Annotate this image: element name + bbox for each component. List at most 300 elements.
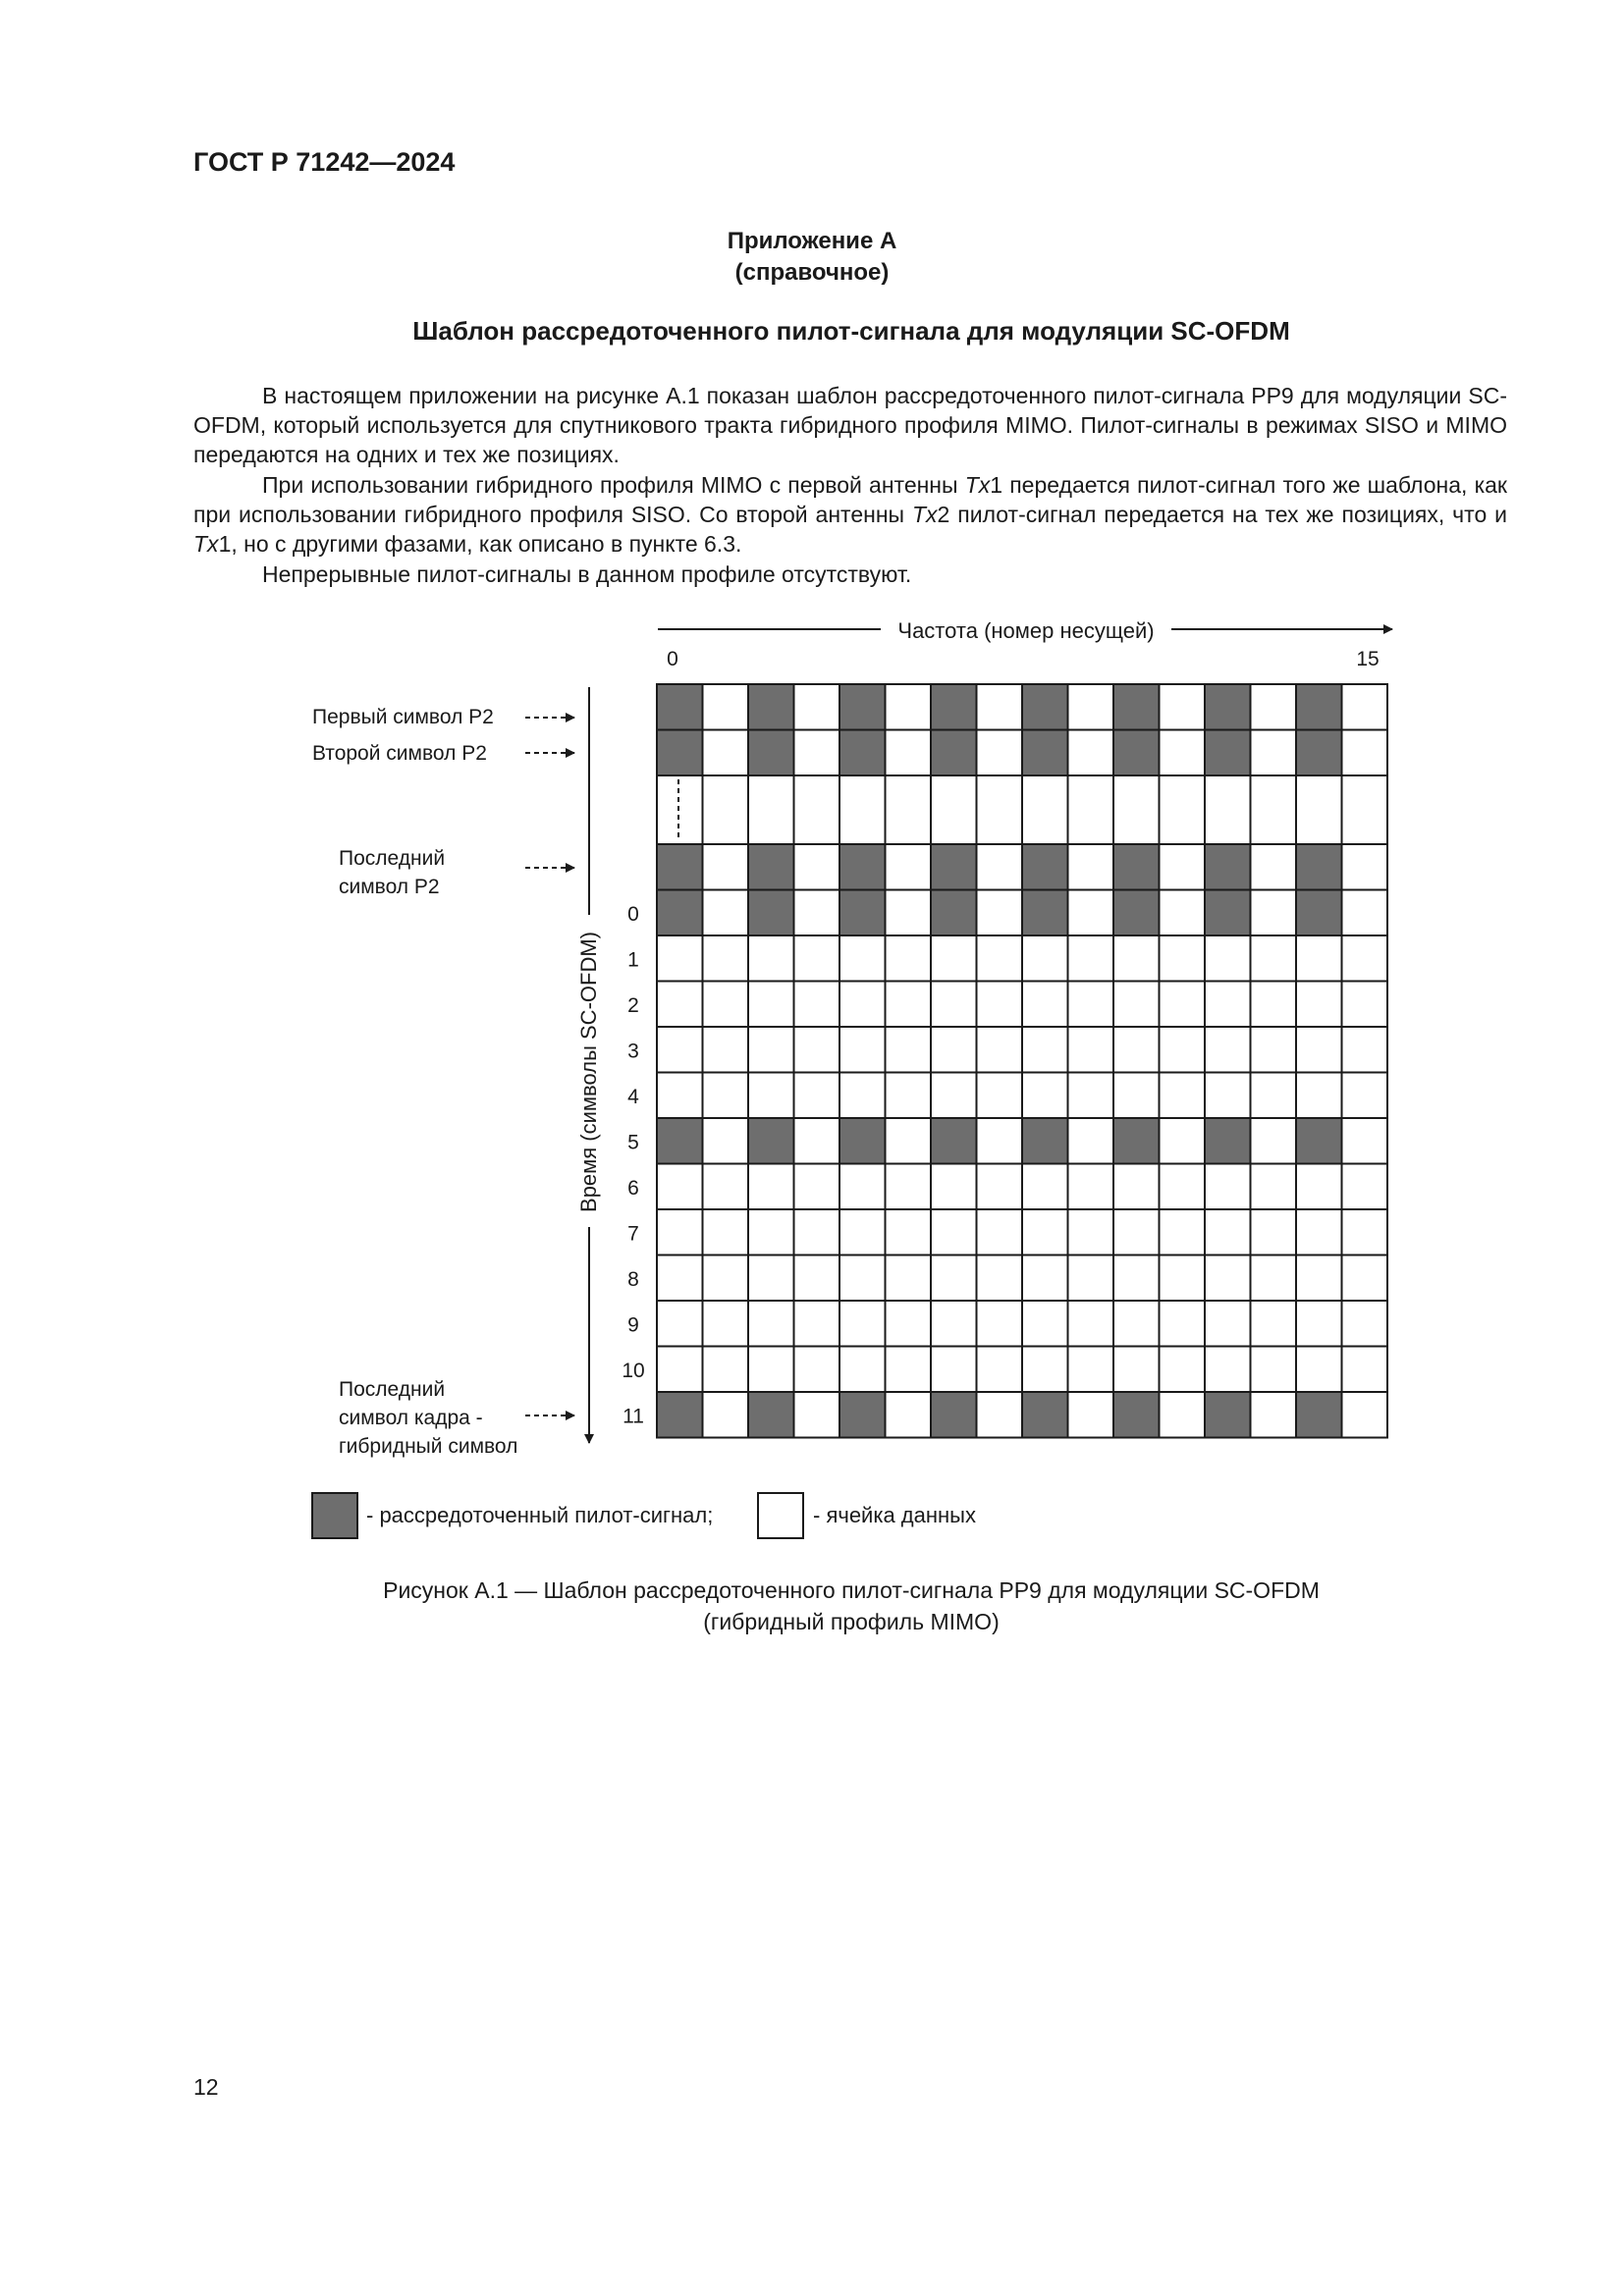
data-cell-symbol-9-c11 [1160, 1301, 1206, 1347]
freq-start-label: 0 [667, 648, 678, 670]
legend-data-swatch [758, 1493, 803, 1538]
row-number-9: 9 [627, 1313, 639, 1337]
data-cell-symbol-6-c15 [1342, 1164, 1388, 1210]
pilot-cell-symbol-5-c0 [657, 1118, 703, 1164]
label-last-frame-line3: гибридный символ [339, 1435, 518, 1458]
data-cell-symbol-0-c15 [1342, 890, 1388, 936]
data-cell-symbol-4-c12 [1205, 1073, 1251, 1119]
data-cell-symbol-5-c13 [1251, 1118, 1297, 1164]
data-cell-symbol-3-c12 [1205, 1027, 1251, 1073]
data-cell-p2-gap-c8 [1022, 775, 1068, 844]
data-cell-symbol-0-c11 [1160, 890, 1206, 936]
data-cell-symbol-3-c10 [1113, 1027, 1160, 1073]
data-cell-symbol-2-c9 [1068, 982, 1114, 1028]
data-cell-symbol-2-c4 [839, 982, 886, 1028]
legend-pilot-label: - рассредоточенный пилот-сигнал; [366, 1503, 714, 1527]
data-cell-symbol-0-c13 [1251, 890, 1297, 936]
data-cell-symbol-5-c11 [1160, 1118, 1206, 1164]
data-cell-symbol-4-c1 [703, 1073, 749, 1119]
pilot-cell-symbol-11-c12 [1205, 1392, 1251, 1438]
data-cell-symbol-9-c15 [1342, 1301, 1388, 1347]
data-cell-symbol-6-c8 [1022, 1164, 1068, 1210]
data-cell-symbol-7-c14 [1296, 1209, 1342, 1255]
data-cell-p2-first-c7 [977, 684, 1023, 730]
pilot-cell-p2-first-c14 [1296, 684, 1342, 730]
data-cell-symbol-1-c1 [703, 935, 749, 982]
data-cell-symbol-1-c4 [839, 935, 886, 982]
data-cell-symbol-2-c8 [1022, 982, 1068, 1028]
data-cell-symbol-1-c9 [1068, 935, 1114, 982]
data-cell-symbol-7-c4 [839, 1209, 886, 1255]
data-cell-symbol-4-c11 [1160, 1073, 1206, 1119]
data-cell-symbol-9-c13 [1251, 1301, 1297, 1347]
tx1-index: 1 [990, 472, 1003, 498]
paragraph-2-text-d: , но с другими фазами, как описано в пункте 6.3. [231, 531, 742, 557]
label-last-frame-line2: символ кадра - [339, 1407, 483, 1429]
data-cell-symbol-9-c0 [657, 1301, 703, 1347]
data-cell-symbol-6-c2 [748, 1164, 794, 1210]
data-cell-p2-gap-c14 [1296, 775, 1342, 844]
pilot-cell-symbol-0-c10 [1113, 890, 1160, 936]
tx2-index: 2 [937, 502, 950, 527]
data-cell-symbol-11-c5 [886, 1392, 932, 1438]
time-axis-label: Время (символы SC-OFDM) [576, 932, 601, 1212]
data-cell-symbol-5-c3 [794, 1118, 840, 1164]
data-cell-symbol-1-c6 [931, 935, 977, 982]
data-cell-p2-second-c7 [977, 730, 1023, 776]
freq-axis-label: Частота (номер несущей) [897, 618, 1155, 643]
data-cell-symbol-5-c9 [1068, 1118, 1114, 1164]
data-cell-symbol-6-c13 [1251, 1164, 1297, 1210]
legend-pilot-swatch [312, 1493, 357, 1538]
data-cell-symbol-1-c3 [794, 935, 840, 982]
data-cell-symbol-7-c2 [748, 1209, 794, 1255]
pilot-grid [657, 684, 1387, 1438]
pilot-cell-symbol-5-c8 [1022, 1118, 1068, 1164]
data-cell-p2-last-c1 [703, 844, 749, 890]
data-cell-p2-first-c15 [1342, 684, 1388, 730]
data-cell-symbol-7-c7 [977, 1209, 1023, 1255]
data-cell-symbol-9-c12 [1205, 1301, 1251, 1347]
data-cell-symbol-2-c12 [1205, 982, 1251, 1028]
data-cell-symbol-11-c7 [977, 1392, 1023, 1438]
tx1-symbol: Tx [964, 472, 991, 498]
data-cell-symbol-7-c12 [1205, 1209, 1251, 1255]
data-cell-p2-second-c15 [1342, 730, 1388, 776]
data-cell-symbol-9-c9 [1068, 1301, 1114, 1347]
data-cell-symbol-4-c6 [931, 1073, 977, 1119]
data-cell-symbol-6-c7 [977, 1164, 1023, 1210]
data-cell-symbol-4-c14 [1296, 1073, 1342, 1119]
pilot-cell-symbol-11-c10 [1113, 1392, 1160, 1438]
pilot-cell-symbol-0-c0 [657, 890, 703, 936]
data-cell-symbol-6-c5 [886, 1164, 932, 1210]
data-cell-symbol-7-c6 [931, 1209, 977, 1255]
pilot-cell-p2-first-c8 [1022, 684, 1068, 730]
data-cell-symbol-9-c4 [839, 1301, 886, 1347]
data-cell-symbol-10-c11 [1160, 1347, 1206, 1393]
data-cell-symbol-3-c2 [748, 1027, 794, 1073]
data-cell-symbol-6-c12 [1205, 1164, 1251, 1210]
data-cell-p2-gap-c11 [1160, 775, 1206, 844]
pilot-cell-p2-last-c12 [1205, 844, 1251, 890]
pilot-cell-p2-first-c2 [748, 684, 794, 730]
data-cell-symbol-9-c14 [1296, 1301, 1342, 1347]
data-cell-symbol-9-c3 [794, 1301, 840, 1347]
pilot-cell-p2-second-c10 [1113, 730, 1160, 776]
label-last-p2-line2: символ P2 [339, 876, 440, 898]
pilot-cell-symbol-0-c8 [1022, 890, 1068, 936]
data-cell-symbol-2-c6 [931, 982, 977, 1028]
pilot-cell-p2-first-c4 [839, 684, 886, 730]
data-cell-symbol-0-c5 [886, 890, 932, 936]
data-cell-symbol-6-c14 [1296, 1164, 1342, 1210]
pilot-cell-p2-last-c0 [657, 844, 703, 890]
data-cell-symbol-9-c5 [886, 1301, 932, 1347]
data-cell-symbol-10-c7 [977, 1347, 1023, 1393]
data-cell-symbol-2-c1 [703, 982, 749, 1028]
data-cell-p2-first-c9 [1068, 684, 1114, 730]
data-cell-symbol-11-c13 [1251, 1392, 1297, 1438]
data-cell-symbol-1-c11 [1160, 935, 1206, 982]
data-cell-p2-last-c11 [1160, 844, 1206, 890]
data-cell-symbol-1-c0 [657, 935, 703, 982]
data-cell-symbol-8-c6 [931, 1255, 977, 1302]
pilot-cell-symbol-0-c6 [931, 890, 977, 936]
caption-line-1: Рисунок А.1 — Шаблон рассредоточенного пилот-сигнала PP9 для модуляции SC-OFDM [383, 1577, 1320, 1603]
data-cell-symbol-3-c8 [1022, 1027, 1068, 1073]
data-cell-symbol-8-c5 [886, 1255, 932, 1302]
data-cell-symbol-2-c15 [1342, 982, 1388, 1028]
data-cell-p2-gap-c5 [886, 775, 932, 844]
row-number-8: 8 [627, 1267, 639, 1291]
pilot-cell-p2-last-c14 [1296, 844, 1342, 890]
data-cell-symbol-8-c0 [657, 1255, 703, 1302]
row-number-10: 10 [622, 1359, 645, 1382]
data-cell-symbol-3-c13 [1251, 1027, 1297, 1073]
page-number: 12 [193, 2074, 219, 2100]
tx1-index-2: 1 [218, 531, 232, 557]
data-cell-symbol-8-c11 [1160, 1255, 1206, 1302]
data-cell-symbol-4-c2 [748, 1073, 794, 1119]
data-cell-p2-last-c15 [1342, 844, 1388, 890]
pilot-cell-symbol-5-c2 [748, 1118, 794, 1164]
data-cell-symbol-8-c1 [703, 1255, 749, 1302]
data-cell-symbol-5-c5 [886, 1118, 932, 1164]
data-cell-symbol-1-c12 [1205, 935, 1251, 982]
row-number-0: 0 [627, 902, 639, 926]
pilot-cell-symbol-0-c14 [1296, 890, 1342, 936]
data-cell-symbol-4-c5 [886, 1073, 932, 1119]
data-cell-symbol-6-c6 [931, 1164, 977, 1210]
data-cell-symbol-3-c0 [657, 1027, 703, 1073]
data-cell-symbol-3-c5 [886, 1027, 932, 1073]
data-cell-symbol-1-c13 [1251, 935, 1297, 982]
pilot-cell-symbol-5-c6 [931, 1118, 977, 1164]
data-cell-symbol-8-c4 [839, 1255, 886, 1302]
data-cell-symbol-7-c10 [1113, 1209, 1160, 1255]
data-cell-symbol-2-c14 [1296, 982, 1342, 1028]
data-cell-symbol-7-c15 [1342, 1209, 1388, 1255]
data-cell-symbol-0-c3 [794, 890, 840, 936]
row-number-11: 11 [623, 1405, 644, 1428]
data-cell-symbol-8-c14 [1296, 1255, 1342, 1302]
data-cell-symbol-3-c4 [839, 1027, 886, 1073]
data-cell-symbol-4-c3 [794, 1073, 840, 1119]
data-cell-symbol-11-c9 [1068, 1392, 1114, 1438]
data-cell-symbol-2-c5 [886, 982, 932, 1028]
data-cell-symbol-8-c13 [1251, 1255, 1297, 1302]
data-cell-symbol-10-c0 [657, 1347, 703, 1393]
pilot-cell-p2-second-c12 [1205, 730, 1251, 776]
data-cell-symbol-5-c7 [977, 1118, 1023, 1164]
data-cell-symbol-4-c8 [1022, 1073, 1068, 1119]
data-cell-symbol-6-c9 [1068, 1164, 1114, 1210]
data-cell-p2-second-c13 [1251, 730, 1297, 776]
data-cell-symbol-9-c8 [1022, 1301, 1068, 1347]
pilot-cell-p2-last-c6 [931, 844, 977, 890]
data-cell-symbol-3-c15 [1342, 1027, 1388, 1073]
data-cell-symbol-9-c6 [931, 1301, 977, 1347]
data-cell-symbol-2-c13 [1251, 982, 1297, 1028]
data-cell-p2-second-c11 [1160, 730, 1206, 776]
pilot-cell-p2-last-c4 [839, 844, 886, 890]
pilot-cell-symbol-5-c14 [1296, 1118, 1342, 1164]
data-cell-symbol-10-c13 [1251, 1347, 1297, 1393]
data-cell-symbol-6-c11 [1160, 1164, 1206, 1210]
pilot-cell-p2-first-c6 [931, 684, 977, 730]
data-cell-p2-last-c5 [886, 844, 932, 890]
row-number-3: 3 [627, 1040, 639, 1063]
row-number-5: 5 [627, 1131, 639, 1154]
data-cell-symbol-8-c7 [977, 1255, 1023, 1302]
data-cell-symbol-10-c5 [886, 1347, 932, 1393]
data-cell-symbol-8-c3 [794, 1255, 840, 1302]
data-cell-symbol-6-c0 [657, 1164, 703, 1210]
data-cell-symbol-8-c9 [1068, 1255, 1114, 1302]
data-cell-symbol-3-c6 [931, 1027, 977, 1073]
data-cell-symbol-4-c9 [1068, 1073, 1114, 1119]
data-cell-symbol-7-c3 [794, 1209, 840, 1255]
data-cell-symbol-7-c9 [1068, 1209, 1114, 1255]
data-cell-p2-last-c9 [1068, 844, 1114, 890]
data-cell-symbol-2-c10 [1113, 982, 1160, 1028]
data-cell-p2-gap-c13 [1251, 775, 1297, 844]
pilot-cell-symbol-11-c2 [748, 1392, 794, 1438]
pilot-cell-p2-second-c2 [748, 730, 794, 776]
data-cell-symbol-10-c10 [1113, 1347, 1160, 1393]
data-cell-symbol-11-c15 [1342, 1392, 1388, 1438]
data-cell-symbol-1-c10 [1113, 935, 1160, 982]
row-number-2: 2 [627, 993, 639, 1017]
data-cell-p2-first-c5 [886, 684, 932, 730]
data-cell-symbol-8-c8 [1022, 1255, 1068, 1302]
data-cell-symbol-10-c9 [1068, 1347, 1114, 1393]
pilot-cell-p2-second-c14 [1296, 730, 1342, 776]
pilot-cell-symbol-5-c12 [1205, 1118, 1251, 1164]
pilot-cell-symbol-0-c4 [839, 890, 886, 936]
data-cell-symbol-11-c1 [703, 1392, 749, 1438]
data-cell-symbol-2-c2 [748, 982, 794, 1028]
pilot-cell-symbol-11-c6 [931, 1392, 977, 1438]
label-first-p2: Первый символ P2 [312, 706, 494, 728]
data-cell-symbol-2-c3 [794, 982, 840, 1028]
label-last-frame-line1: Последний [339, 1378, 446, 1401]
data-cell-symbol-10-c6 [931, 1347, 977, 1393]
data-cell-symbol-6-c3 [794, 1164, 840, 1210]
data-cell-symbol-5-c15 [1342, 1118, 1388, 1164]
annex-subtitle: (справочное) [734, 259, 890, 286]
data-cell-symbol-5-c1 [703, 1118, 749, 1164]
data-cell-p2-first-c11 [1160, 684, 1206, 730]
data-cell-p2-second-c9 [1068, 730, 1114, 776]
pilot-cell-p2-first-c10 [1113, 684, 1160, 730]
data-cell-symbol-7-c11 [1160, 1209, 1206, 1255]
pilot-cell-symbol-5-c10 [1113, 1118, 1160, 1164]
tx2-symbol: Tx [911, 502, 938, 527]
freq-end-label: 15 [1356, 648, 1380, 670]
data-cell-p2-last-c13 [1251, 844, 1297, 890]
data-cell-symbol-7-c8 [1022, 1209, 1068, 1255]
data-cell-symbol-3-c1 [703, 1027, 749, 1073]
data-cell-p2-first-c3 [794, 684, 840, 730]
data-cell-symbol-9-c10 [1113, 1301, 1160, 1347]
section-title: Шаблон рассредоточенного пилот-сигнала для модуляции SC-OFDM [412, 316, 1290, 346]
label-last-p2-line1: Последний [339, 847, 446, 870]
data-cell-symbol-2-c0 [657, 982, 703, 1028]
data-cell-p2-second-c5 [886, 730, 932, 776]
data-cell-symbol-3-c14 [1296, 1027, 1342, 1073]
data-cell-symbol-1-c8 [1022, 935, 1068, 982]
data-cell-symbol-10-c2 [748, 1347, 794, 1393]
data-cell-p2-gap-c7 [977, 775, 1023, 844]
data-cell-p2-gap-c15 [1342, 775, 1388, 844]
data-cell-symbol-8-c12 [1205, 1255, 1251, 1302]
data-cell-p2-gap-c4 [839, 775, 886, 844]
data-cell-symbol-0-c7 [977, 890, 1023, 936]
data-cell-symbol-2-c11 [1160, 982, 1206, 1028]
paragraph-1: В настоящем приложении на рисунке А.1 показан шаблон рассредоточенного пилот-сигнала PP9 для модуляции SC-OFDM, который используется для спутникового тракта гибридного профиля MIMO. Пилот-сигналы в режимах SISO и MIMO передаются на одних и тех же позициях. [193, 383, 1507, 467]
data-cell-symbol-4-c0 [657, 1073, 703, 1119]
data-cell-symbol-11-c11 [1160, 1392, 1206, 1438]
data-cell-p2-gap-c0 [657, 775, 703, 844]
data-cell-symbol-4-c7 [977, 1073, 1023, 1119]
data-cell-p2-gap-c3 [794, 775, 840, 844]
data-cell-symbol-10-c15 [1342, 1347, 1388, 1393]
data-cell-symbol-1-c15 [1342, 935, 1388, 982]
data-cell-symbol-9-c1 [703, 1301, 749, 1347]
data-cell-symbol-8-c2 [748, 1255, 794, 1302]
data-cell-symbol-7-c0 [657, 1209, 703, 1255]
pilot-cell-p2-last-c10 [1113, 844, 1160, 890]
pilot-cell-p2-second-c8 [1022, 730, 1068, 776]
data-cell-symbol-1-c2 [748, 935, 794, 982]
annex-title: Приложение А [727, 228, 897, 254]
pilot-cell-symbol-11-c4 [839, 1392, 886, 1438]
data-cell-symbol-8-c10 [1113, 1255, 1160, 1302]
data-cell-symbol-4-c10 [1113, 1073, 1160, 1119]
data-cell-symbol-10-c4 [839, 1347, 886, 1393]
data-cell-p2-second-c3 [794, 730, 840, 776]
pilot-cell-symbol-0-c12 [1205, 890, 1251, 936]
legend-data-label: - ячейка данных [813, 1503, 976, 1527]
data-cell-symbol-2-c7 [977, 982, 1023, 1028]
paragraph-2-text-c: пилот-сигнал передается на тех же позициях, что и [949, 502, 1508, 527]
pilot-cell-p2-last-c8 [1022, 844, 1068, 890]
figure-caption [0, 1575, 1624, 1637]
data-cell-p2-last-c3 [794, 844, 840, 890]
paragraph-2-text-a: При использовании гибридного профиля MIMO с первой антенны [262, 472, 965, 498]
row-number-6: 6 [627, 1176, 639, 1200]
data-cell-p2-gap-c9 [1068, 775, 1114, 844]
pilot-cell-p2-second-c0 [657, 730, 703, 776]
pilot-cell-p2-first-c12 [1205, 684, 1251, 730]
pilot-cell-symbol-0-c2 [748, 890, 794, 936]
data-cell-p2-last-c7 [977, 844, 1023, 890]
data-cell-p2-gap-c6 [931, 775, 977, 844]
data-cell-symbol-10-c3 [794, 1347, 840, 1393]
tx1-symbol-2: Tx [193, 531, 219, 557]
data-cell-symbol-7-c5 [886, 1209, 932, 1255]
data-cell-symbol-4-c13 [1251, 1073, 1297, 1119]
pilot-cell-p2-first-c0 [657, 684, 703, 730]
data-cell-symbol-1-c5 [886, 935, 932, 982]
data-cell-p2-gap-c2 [748, 775, 794, 844]
data-cell-symbol-10-c1 [703, 1347, 749, 1393]
pilot-cell-p2-second-c6 [931, 730, 977, 776]
paragraph-2-text-b: передается пилот-сигнал того же шаблона, как при использовании гибридного профиля SISO. Со второй антенны [193, 472, 1507, 527]
data-cell-symbol-7-c13 [1251, 1209, 1297, 1255]
data-cell-p2-gap-c10 [1113, 775, 1160, 844]
pilot-cell-p2-second-c4 [839, 730, 886, 776]
data-cell-symbol-3-c11 [1160, 1027, 1206, 1073]
data-cell-symbol-6-c10 [1113, 1164, 1160, 1210]
pilot-cell-symbol-11-c8 [1022, 1392, 1068, 1438]
data-cell-symbol-9-c7 [977, 1301, 1023, 1347]
data-cell-symbol-10-c14 [1296, 1347, 1342, 1393]
data-cell-symbol-4-c15 [1342, 1073, 1388, 1119]
paragraph-3: Непрерывные пилот-сигналы в данном профиле отсутствуют. [262, 561, 912, 587]
pilot-cell-symbol-5-c4 [839, 1118, 886, 1164]
data-cell-symbol-3-c7 [977, 1027, 1023, 1073]
pilot-cell-symbol-11-c0 [657, 1392, 703, 1438]
row-number-4: 4 [627, 1085, 639, 1108]
data-cell-symbol-3-c9 [1068, 1027, 1114, 1073]
data-cell-symbol-1-c14 [1296, 935, 1342, 982]
data-cell-symbol-0-c9 [1068, 890, 1114, 936]
data-cell-symbol-7-c1 [703, 1209, 749, 1255]
data-cell-symbol-1-c7 [977, 935, 1023, 982]
data-cell-p2-first-c13 [1251, 684, 1297, 730]
document-header: ГОСТ Р 71242—2024 [193, 147, 456, 177]
data-cell-symbol-0-c1 [703, 890, 749, 936]
row-number-7: 7 [627, 1222, 639, 1246]
data-cell-p2-second-c1 [703, 730, 749, 776]
data-cell-symbol-4-c4 [839, 1073, 886, 1119]
data-cell-p2-first-c1 [703, 684, 749, 730]
label-second-p2: Второй символ P2 [312, 742, 487, 765]
data-cell-symbol-8-c15 [1342, 1255, 1388, 1302]
data-cell-p2-gap-c1 [703, 775, 749, 844]
caption-line-2: (гибридный профиль MIMO) [703, 1609, 1000, 1634]
data-cell-symbol-6-c4 [839, 1164, 886, 1210]
data-cell-symbol-10-c12 [1205, 1347, 1251, 1393]
data-cell-symbol-6-c1 [703, 1164, 749, 1210]
row-number-1: 1 [627, 948, 639, 972]
pilot-cell-p2-last-c2 [748, 844, 794, 890]
data-cell-p2-gap-c12 [1205, 775, 1251, 844]
data-cell-symbol-11-c3 [794, 1392, 840, 1438]
